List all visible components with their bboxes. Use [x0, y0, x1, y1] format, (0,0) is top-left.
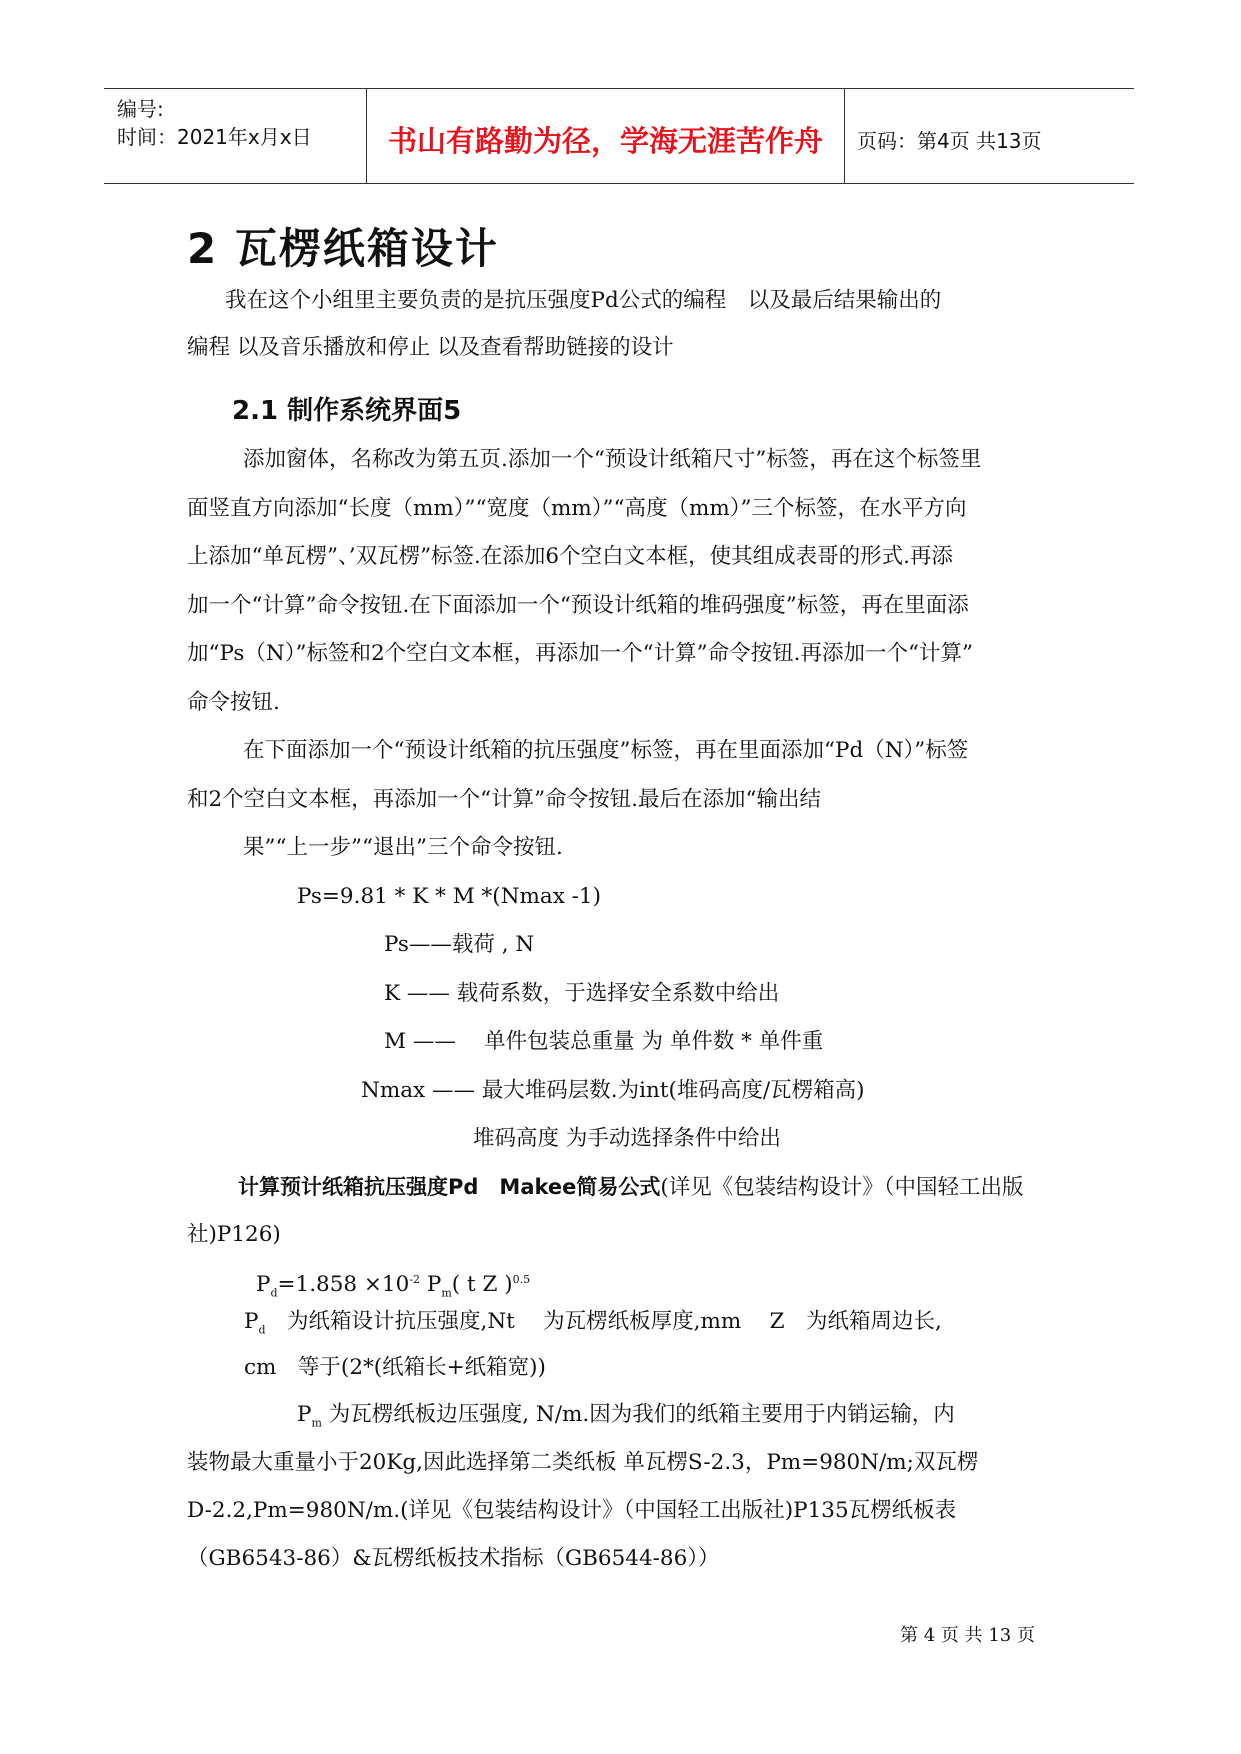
header-left-cell — [104, 89, 367, 183]
pd-def-text: 为纸箱设计抗压强度,Nt 为瓦楞纸板厚度,mm Z 为纸箱周边长, — [265, 1309, 942, 1334]
pd-tail: ( t Z ) — [451, 1272, 513, 1298]
pm-def-symbol: P — [297, 1402, 312, 1427]
header-motto: 书山有路勤为径，学海无涯苦作舟 — [387, 124, 823, 158]
pd-definition — [244, 1307, 942, 1345]
def-ps: Ps——载荷 , N — [384, 932, 535, 957]
pm-symbol: P — [420, 1272, 442, 1298]
pd-def-symbol: P — [244, 1309, 259, 1334]
pm-definition — [297, 1400, 955, 1438]
para1-line-3: 上添加“单瓦楞”、’双瓦楞”标签.在添加6个空白文本框，使其组成表哥的形式.再添 — [187, 544, 953, 569]
para1-line-6: 命令按钮. — [187, 690, 280, 715]
makee-bold-text: 计算预计纸箱抗压强度Pd Makee简易公式 — [238, 1175, 661, 1199]
def-m: M —— 单件包装总重量 为 单件数 * 单件重 — [384, 1029, 824, 1054]
header-right-cell — [845, 89, 1134, 183]
makee-rest-text: (详见《包装结构设计》（中国轻工出版 — [660, 1175, 1024, 1200]
pm-def-subscript: m — [311, 1416, 322, 1430]
intro-line-2: 编程 以及音乐播放和停止 以及查看帮助链接的设计 — [187, 335, 674, 360]
pd-symbol: P — [256, 1272, 271, 1298]
makee-continuation: 社)P126) — [187, 1222, 281, 1247]
header-middle-cell — [367, 89, 845, 183]
para2-line-1: 在下面添加一个“预设计纸箱的抗压强度”标签，再在里面添加“Pd（N）”标签 — [243, 738, 969, 763]
para2-line-2: 和2个空白文本框，再添加一个“计算”命令按钮.最后在添加“输出结 — [187, 787, 821, 812]
pd-coefficient: =1.858 ×10 — [277, 1272, 410, 1298]
pm-line-3: （GB6543-86）&瓦楞纸板技术指标（GB6544-86）） — [187, 1546, 720, 1571]
pd-tail-exponent: 0.5 — [512, 1273, 531, 1286]
page-header — [104, 88, 1134, 184]
page-footer: 第 4 页 共 13 页 — [900, 1625, 1035, 1646]
makee-line — [238, 1172, 1024, 1203]
formula-ps: Ps=9.81 * K * M *(Nmax -1) — [297, 884, 602, 909]
section-title: 2.1 制作系统界面5 — [232, 396, 462, 426]
pd-def-subscript: d — [258, 1323, 266, 1337]
para2-line-3: 果”“上一步”“退出”三个命令按钮. — [243, 835, 563, 860]
chapter-title: 2 瓦楞纸箱设计 — [187, 224, 499, 273]
para1-line-5: 加“Ps（N）”标签和2个空白文本框，再添加一个“计算”命令按钮.再添加一个“计算” — [187, 641, 973, 666]
para1-line-4: 加一个“计算”命令按钮.在下面添加一个“预设计纸箱的堆码强度”标签，再在里面添 — [187, 593, 969, 618]
def-nmax: Nmax —— 最大堆码层数.为int(堆码高度/瓦楞箱高) — [361, 1078, 865, 1103]
doc-number-label: 编号: — [117, 97, 164, 121]
doc-time-label: 时间：2021年x月x日 — [117, 125, 312, 149]
def-k: K —— 载荷系数，于选择安全系数中给出 — [384, 981, 780, 1006]
para1-line-1: 添加窗体，名称改为第五页.添加一个“预设计纸箱尺寸”标签，再在这个标签里 — [243, 447, 982, 472]
intro-line-1: 我在这个小组里主要负责的是抗压强度Pd公式的编程 以及最后结果输出的 — [225, 288, 942, 313]
pd-exponent: -2 — [409, 1273, 421, 1286]
pd-subscript: d — [270, 1286, 278, 1300]
pm-def-text: 为瓦楞纸板边压强度, N/m.因为我们的纸箱主要用于内销运输，内 — [321, 1402, 955, 1427]
pm-line-1: 装物最大重量小于20Kg,因此选择第二类纸板 单瓦楞S-2.3，Pm=980N/m;双瓦楞 — [187, 1450, 979, 1475]
pd-definition-cont: cm 等于(2*(纸箱长+纸箱宽)) — [244, 1355, 546, 1380]
pm-subscript: m — [441, 1286, 452, 1300]
para1-line-2: 面竖直方向添加“长度（mm）”“宽度（mm）”“高度（mm）”三个标签，在水平方向 — [187, 496, 967, 521]
header-page-label: 页码：第4页 共13页 — [857, 129, 1042, 153]
pd-formula — [256, 1265, 530, 1308]
pm-line-2: D-2.2,Pm=980N/m.(详见《包装结构设计》（中国轻工出版社)P135瓦楞纸板表 — [187, 1498, 957, 1523]
def-stack-height: 堆码高度 为手动选择条件中给出 — [473, 1126, 781, 1151]
